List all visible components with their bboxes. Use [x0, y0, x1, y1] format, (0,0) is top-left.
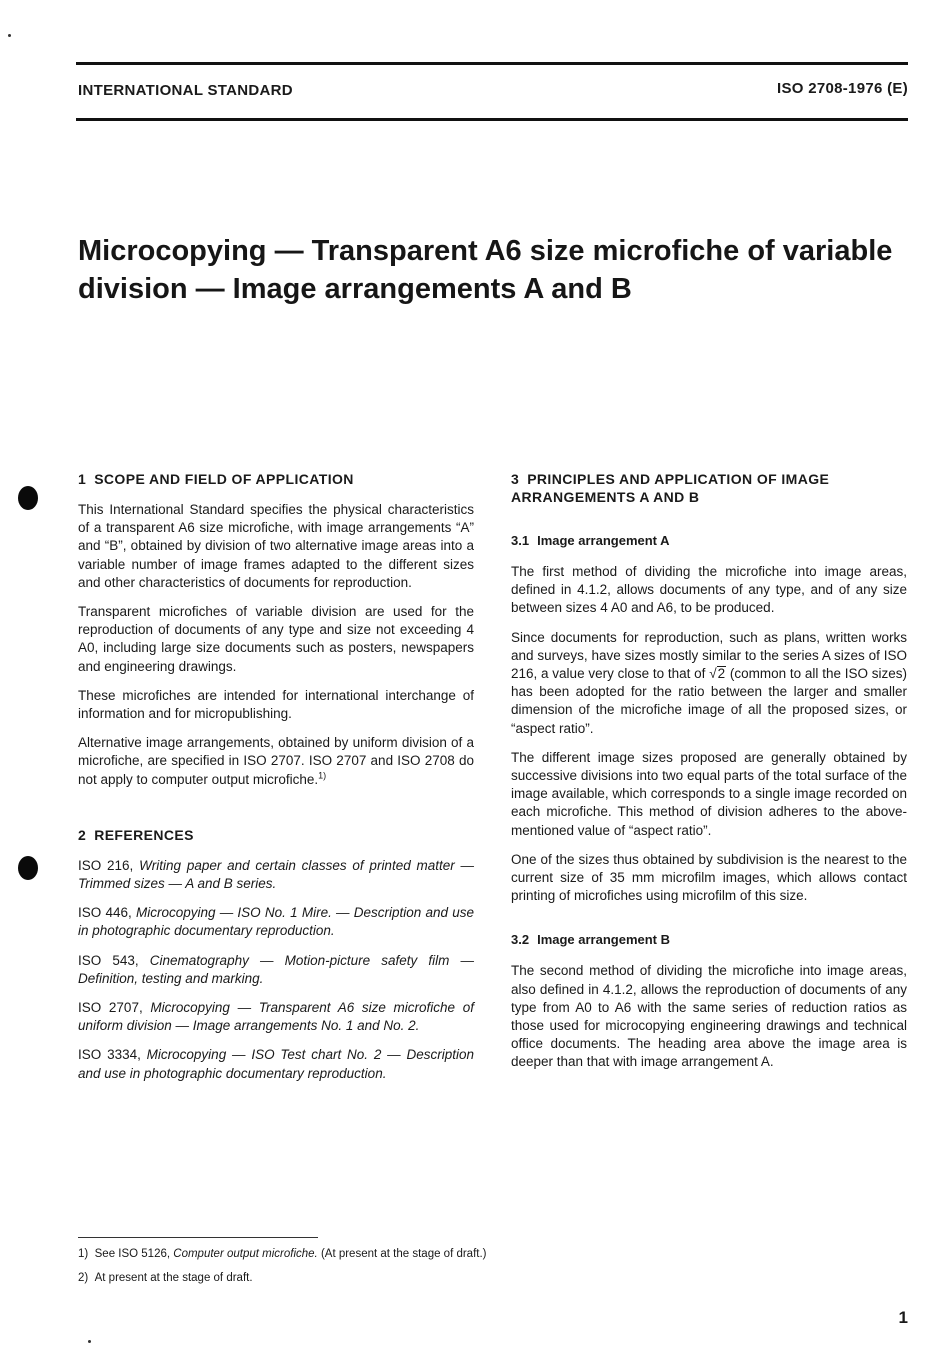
section-2-heading: 2 REFERENCES	[78, 826, 194, 843]
header-bottom-rule	[76, 118, 908, 121]
reference-item: ISO 2707, Microcopying — Transparent A6 size microfiche of uniform division — Image arrangements No. 1 and No. 2.	[78, 1000, 474, 1034]
title-line-2: division — Image arrangements A and B	[78, 273, 632, 305]
paragraph: Transparent microfiches of variable division are used for the reproduction of documents of any type and size not exceeding 4 A0, including large size documents such as posters, newspapers and engineering drawings.	[78, 604, 474, 674]
document-type-label: INTERNATIONAL STANDARD	[78, 82, 293, 99]
paragraph: The different image sizes proposed are generally obtained by successive divisions into two equal parts of the total surface of the image available, which corresponds to a single image recorded on each microfiche. This method of division adheres to the above-mentioned value of “aspect ratio”.	[511, 749, 907, 838]
paragraph: Since documents for reproduction, such as plans, written works and surveys, have sizes mostly similar to the series A sizes of ISO 216, a value very close to that of √2 (common to all the ISO sizes) has been adopted for the ratio between the larger and smaller dimension of the microfiche image of all the proposed sizes, or “aspect ratio”.	[511, 629, 907, 736]
reference-item: ISO 3334, Microcopying — ISO Test chart No. 2 — Description and use in photographic documentary reproduction.	[78, 1047, 474, 1081]
footnote-rule	[78, 1237, 318, 1238]
header-top-rule	[76, 62, 908, 65]
paragraph: Alternative image arrangements, obtained by uniform division of a microfiche, are specified in ISO 2707. ISO 2707 and ISO 2708 do not apply to computer output microfiche.$^{1)}$	[78, 735, 474, 787]
section-1-heading: 1 SCOPE AND FIELD OF APPLICATION	[78, 471, 354, 487]
subsection-3-2-heading: 3.2 Image arrangement B	[511, 932, 671, 948]
reference-item: ISO 446, Microcopying — ISO No. 1 Mire. — Description and use in photographic documentary reproduction.	[78, 905, 474, 939]
left-column	[78, 470, 474, 1094]
subsection-3-1-heading: 3.1 Image arrangement A	[511, 533, 670, 548]
reference-item: ISO 216, Writing paper and certain classes of printed matter — Trimmed sizes — A and B series.	[78, 857, 474, 892]
scan-speck	[8, 34, 11, 37]
scan-speck	[88, 1340, 91, 1343]
right-column	[511, 470, 907, 1083]
footnotes	[78, 1242, 487, 1290]
paragraph: The first method of dividing the microfiche into image areas, defined in 4.1.2, allows documents of any type, and of any size between sizes 4 A0 and A6, to be produced.	[511, 564, 907, 616]
reference-item: ISO 543, Cinematography — Motion-picture safety film — Definition, testing and marking.	[78, 952, 474, 986]
paragraph: This International Standard specifies the physical characteristics of a transparent A6 size microfiche, with image arrangements “A” and “B”, obtained by division of two alternative image areas into a variable number of image frames adapted to the different sizes and other characteristics of documents for reproduction.	[78, 502, 474, 590]
punch-hole-mark	[18, 486, 38, 510]
paragraph: One of the sizes thus obtained by subdivision is the nearest to the current size of 35 mm microfilm images, which allows contact printing of microfiches using microfilm of this size.	[511, 851, 907, 904]
footnote-2: 2) At present at the stage of draft.	[78, 1272, 253, 1284]
punch-hole-mark	[18, 856, 38, 880]
page-number: 1	[898, 1308, 908, 1327]
section-3-heading: 3 PRINCIPLES AND APPLICATION OF IMAGE ARRANGEMENTS A AND B	[511, 471, 830, 505]
page-title	[78, 232, 918, 308]
footnote-1: 1) See ISO 5126, Computer output microfiche. (At present at the stage of draft.)	[78, 1248, 487, 1260]
square-root-expression: √2	[709, 666, 726, 682]
paragraph: The second method of dividing the microfiche into image areas, also defined in 4.1.2, allows the reproduction of documents of any type from A0 to A6 with the same series of reduction ratios as those used for microcopying engineering drawings and technical office documents. The heading area above the image area is deeper than that with image arrangement A.	[511, 963, 907, 1070]
footnote-reference[interactable]: 1)	[318, 770, 327, 781]
paragraph: These microfiches are intended for international interchange of information and for micropublishing.	[78, 687, 474, 722]
standard-number: ISO 2708-1976 (E)	[776, 80, 908, 97]
title-line-1: Microcopying — Transparent A6 size microfiche of variable	[78, 235, 893, 267]
